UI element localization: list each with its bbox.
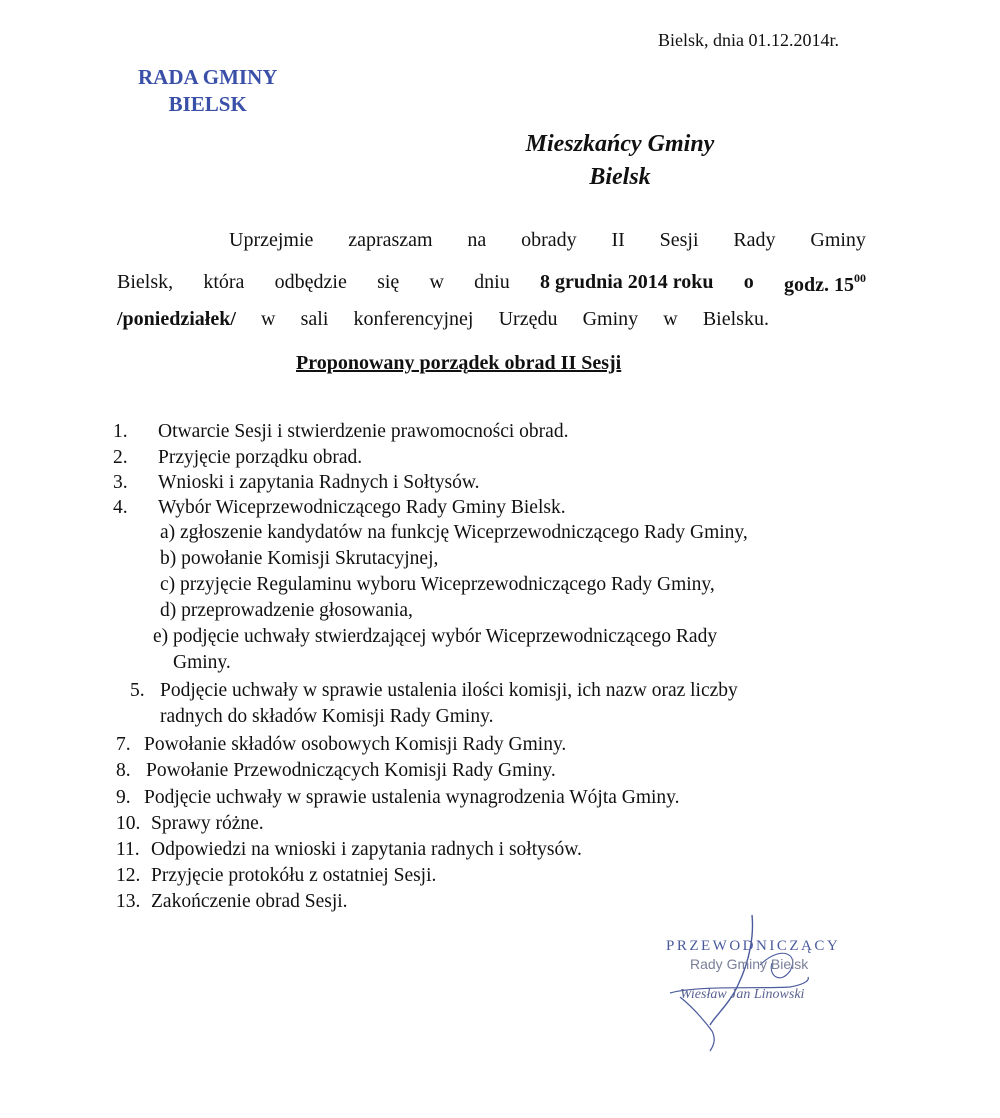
agenda-item-text: c) przyjęcie Regulaminu wyboru Wiceprzewodniczącego Rady Gminy, xyxy=(160,574,715,595)
session-weekday: /poniedziałek/ xyxy=(117,308,236,330)
word: na xyxy=(467,229,487,251)
agenda-item-number: 5. xyxy=(130,680,145,701)
word: konferencyjnej xyxy=(353,308,474,330)
session-time xyxy=(784,271,866,297)
agenda-item-number: 13. xyxy=(116,891,141,912)
agenda-item-number: 7. xyxy=(116,734,131,755)
agenda-item-text: Sprawy różne. xyxy=(151,813,264,834)
agenda-item-text: Powołanie Przewodniczących Komisji Rady Gminy. xyxy=(146,760,556,781)
sender-line-1: RADA GMINY xyxy=(138,65,278,89)
agenda-item-number: 9. xyxy=(116,787,131,808)
word: II xyxy=(611,229,625,251)
word: Gminy xyxy=(582,308,639,330)
agenda-item-text: a) zgłoszenie kandydatów na funkcję Wiceprzewodniczącego Rady Gminy, xyxy=(160,522,748,543)
agenda-item-number: 12. xyxy=(116,865,141,886)
sender-block xyxy=(138,64,277,118)
word: Rady xyxy=(733,229,776,251)
agenda-item-number: 4. xyxy=(113,497,128,518)
addressee-line-1: Mieszkańcy Gminy xyxy=(525,131,715,157)
word: która xyxy=(203,271,245,293)
word: Uprzejmie xyxy=(229,229,314,251)
document-date: Bielsk, dnia 01.12.2014r. xyxy=(658,30,839,50)
agenda-item-text: Zakończenie obrad Sesji. xyxy=(151,891,348,912)
signatory-name: Wiesław Jan Linowski xyxy=(680,987,805,1002)
signatory-council: Rady Gminy Bielsk xyxy=(690,956,809,972)
word: w xyxy=(429,271,444,293)
agenda-title: Proponowany porządek obrad II Sesji xyxy=(296,352,622,374)
agenda-item-text: b) powołanie Komisji Skrutacyjnej, xyxy=(160,548,439,569)
word: sali xyxy=(300,308,329,330)
signature-stroke xyxy=(680,997,714,1051)
agenda-item-number: 8. xyxy=(116,760,131,781)
agenda-item-text: Otwarcie Sesji i stwierdzenie prawomocności obrad. xyxy=(158,421,569,442)
word: Bielsku. xyxy=(702,308,769,330)
word: Gminy xyxy=(810,229,866,251)
agenda-item-text: e) podjęcie uchwały stwierdzającej wybór Wiceprzewodniczącego Rady xyxy=(153,626,718,647)
word: zapraszam xyxy=(348,229,433,251)
agenda-item-text: Przyjęcie porządku obrad. xyxy=(158,447,363,468)
agenda-item-text: Przyjęcie protokółu z ostatniej Sesji. xyxy=(151,865,437,886)
agenda-item-text: Powołanie składów osobowych Komisji Rady Gminy. xyxy=(144,734,567,755)
word: odbędzie xyxy=(274,271,347,293)
signatory-title: PRZEWODNICZĄCY xyxy=(666,938,841,954)
word: obrady xyxy=(521,229,577,251)
word: w xyxy=(663,308,678,330)
word: w xyxy=(261,308,276,330)
word: Bielsk, xyxy=(117,271,174,293)
agenda-item-text: Wnioski i zapytania Radnych i Sołtysów. xyxy=(158,472,480,493)
word: o xyxy=(743,271,754,293)
invitation-line-3 xyxy=(117,308,769,331)
sender-line-2: BIELSK xyxy=(168,92,247,116)
agenda-item-text: Wybór Wiceprzewodniczącego Rady Gminy Bielsk. xyxy=(158,497,566,518)
word: dniu xyxy=(474,271,510,293)
handwritten-signature xyxy=(640,905,840,1055)
agenda-item-number: 1. xyxy=(113,421,128,442)
agenda-item-number: 10. xyxy=(116,813,141,834)
agenda-item-text: Podjęcie uchwały w sprawie ustalenia wynagrodzenia Wójta Gminy. xyxy=(144,787,680,808)
word: Sesji xyxy=(659,229,699,251)
agenda-item-text: Gminy. xyxy=(173,652,231,673)
invitation-line-2 xyxy=(117,271,866,297)
agenda-item-number: 11. xyxy=(116,839,140,860)
agenda-item-text: Podjęcie uchwały w sprawie ustalenia ilości komisji, ich nazw oraz liczby xyxy=(160,680,738,701)
agenda-item-text: Odpowiedzi na wnioski i zapytania radnych i sołtysów. xyxy=(151,839,582,860)
session-time-text: godz. 15 xyxy=(783,274,854,296)
agenda-item-number: 2. xyxy=(113,447,128,468)
addressee-line-2: Bielsk xyxy=(589,164,651,190)
agenda-item-text: d) przeprowadzenie głosowania, xyxy=(160,600,413,621)
word: Urzędu xyxy=(498,308,558,330)
session-date: 8 grudnia 2014 roku xyxy=(539,271,714,293)
addressee-block xyxy=(515,128,725,194)
session-time-minutes: 00 xyxy=(853,271,866,285)
word: się xyxy=(377,271,400,293)
agenda-item-text: radnych do składów Komisji Rady Gminy. xyxy=(160,706,494,727)
invitation-line-1 xyxy=(229,229,866,252)
agenda-item-number: 3. xyxy=(113,472,128,493)
